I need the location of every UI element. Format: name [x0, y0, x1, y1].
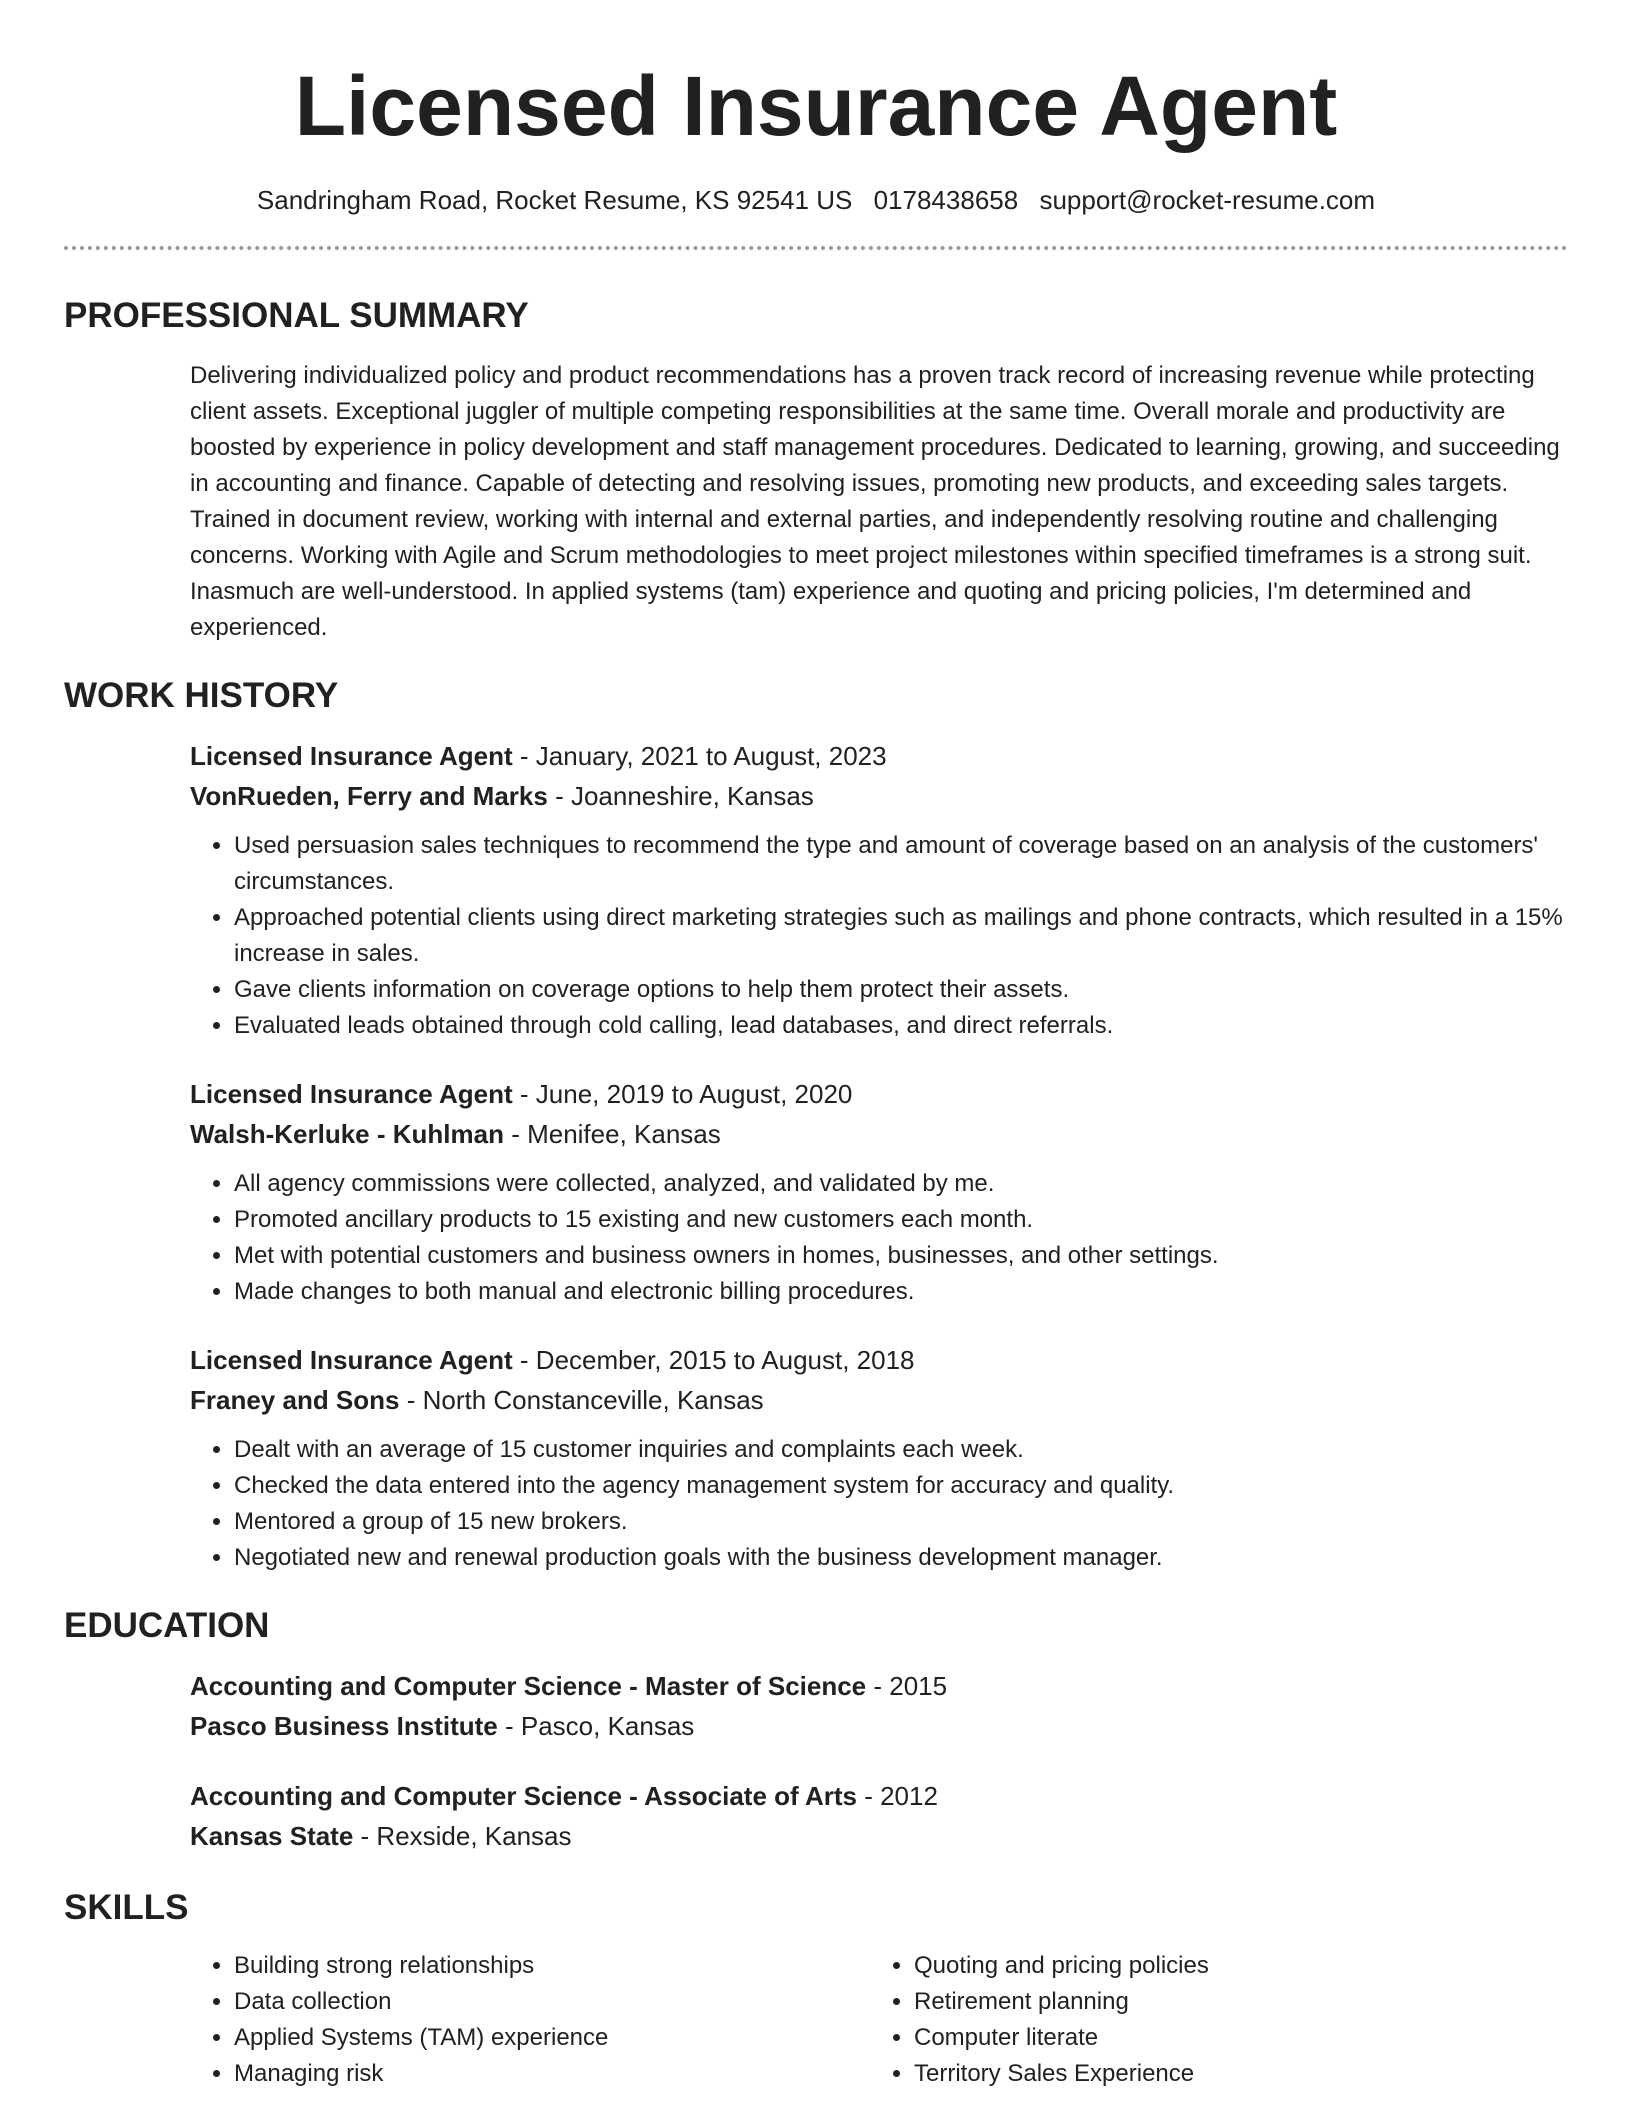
header-divider: [64, 246, 1568, 250]
job-company: Franey and Sons: [190, 1385, 400, 1415]
list-item: • All agency commissions were collected, analyzed, and validated by me.: [234, 1166, 1568, 1202]
list-item: • Applied Systems (TAM) experience: [234, 2020, 870, 2056]
skills-heading: SKILLS: [64, 1888, 189, 1927]
job-title-line: [190, 1074, 1568, 1114]
skills-column-right: [870, 1948, 1550, 2092]
education-heading: EDUCATION: [64, 1606, 270, 1645]
job-bullets: [190, 1432, 1568, 1576]
job-role: Licensed Insurance Agent: [190, 741, 513, 771]
job-title-line: [190, 1340, 1568, 1380]
list-item: • Negotiated new and renewal production goals with the business development manager.: [234, 1540, 1568, 1576]
summary-heading: PROFESSIONAL SUMMARY: [64, 296, 529, 335]
list-item: • Made changes to both manual and electronic billing procedures.: [234, 1274, 1568, 1310]
education-degree: Accounting and Computer Science - Master of Science: [190, 1671, 867, 1701]
job-dates: - June, 2019 to August, 2020: [512, 1079, 853, 1109]
contact-line: [64, 182, 1568, 218]
skills-list: [190, 1948, 870, 2092]
list-item: • Managing risk: [234, 2056, 870, 2092]
summary-text: Delivering individualized policy and product recommendations has a proven track record of increasing revenue while protecting client assets. Exceptional juggler of multiple competing responsibilities at the same time. Overall morale and productivity are boosted by experience in policy development and staff management procedures. Dedicated to learning, growing, and succeeding in accounting and finance. Capable of detecting and resolving issues, promoting new products, and exceeding sales targets. Trained in document review, working with internal and external parties, and independently resolving routine and challenging concerns. Working with Agile and Scrum methodologies to meet project milestones within specified timeframes is a strong suit. Inasmuch are well-understood. In applied systems (tam) experience and quoting and pricing policies, I'm determined and experienced.: [190, 362, 1560, 641]
education-school-line: [190, 1816, 1568, 1856]
list-item: • Used persuasion sales techniques to recommend the type and amount of coverage based on an analysis of the customers' circumstances.: [234, 828, 1568, 900]
list-item: • Gave clients information on coverage options to help them protect their assets.: [234, 972, 1568, 1008]
contact-email: support@rocket-resume.com: [1039, 185, 1376, 215]
job-entry: [190, 736, 1568, 1044]
resume-name: Licensed Insurance Agent: [294, 59, 1338, 153]
list-item: • Computer literate: [914, 2020, 1550, 2056]
list-item: • Retirement planning: [914, 1984, 1550, 2020]
job-title-line: [190, 736, 1568, 776]
list-item: • Data collection: [234, 1984, 870, 2020]
job-company: VonRueden, Ferry and Marks: [190, 781, 548, 811]
work-history-heading: WORK HISTORY: [64, 676, 339, 715]
summary-section: [190, 358, 1568, 646]
job-entry: [190, 1074, 1568, 1310]
education-degree: Accounting and Computer Science - Associate of Arts: [190, 1781, 857, 1811]
job-company-line: [190, 1380, 1568, 1420]
education-degree-line: [190, 1776, 1568, 1816]
job-entry: [190, 1340, 1568, 1576]
education-entry: [190, 1666, 1568, 1746]
list-item: • Checked the data entered into the agency management system for accuracy and quality.: [234, 1468, 1568, 1504]
education-school: Kansas State: [190, 1821, 354, 1851]
work-history-section: [190, 736, 1568, 1576]
skills-column-left: [190, 1948, 870, 2092]
list-item: • Mentored a group of 15 new brokers.: [234, 1504, 1568, 1540]
job-bullets: [190, 828, 1568, 1044]
list-item: • Building strong relationships: [234, 1948, 870, 1984]
contact-address: Sandringham Road, Rocket Resume, KS 92541 US: [256, 185, 853, 215]
job-location: - North Constanceville, Kansas: [399, 1385, 764, 1415]
list-item: • Territory Sales Experience: [914, 2056, 1550, 2092]
list-item: • Met with potential customers and business owners in homes, businesses, and other settings.: [234, 1238, 1568, 1274]
job-company-line: [190, 1114, 1568, 1154]
job-company-line: [190, 776, 1568, 816]
list-item: • Promoted ancillary products to 15 existing and new customers each month.: [234, 1202, 1568, 1238]
job-dates: - December, 2015 to August, 2018: [512, 1345, 915, 1375]
job-role: Licensed Insurance Agent: [190, 1345, 513, 1375]
education-section: [190, 1666, 1568, 1856]
job-role: Licensed Insurance Agent: [190, 1079, 513, 1109]
job-bullets: [190, 1166, 1568, 1310]
skills-list: [870, 1948, 1550, 2092]
list-item: • Evaluated leads obtained through cold calling, lead databases, and direct referrals.: [234, 1008, 1568, 1044]
education-school: Pasco Business Institute: [190, 1711, 498, 1741]
education-degree-line: [190, 1666, 1568, 1706]
list-item: • Quoting and pricing policies: [914, 1948, 1550, 1984]
job-dates: - January, 2021 to August, 2023: [512, 741, 887, 771]
list-item: • Dealt with an average of 15 customer inquiries and complaints each week.: [234, 1432, 1568, 1468]
job-location: - Joanneshire, Kansas: [547, 781, 814, 811]
education-school-line: [190, 1706, 1568, 1746]
education-location: - Rexside, Kansas: [353, 1821, 572, 1851]
education-entry: [190, 1776, 1568, 1856]
list-item: • Approached potential clients using direct marketing strategies such as mailings and phone contracts, which resulted in a 15% increase in sales.: [234, 900, 1568, 972]
contact-phone: 0178438658: [873, 185, 1019, 215]
skills-section: [190, 1948, 1568, 2092]
education-year: - 2015: [866, 1671, 948, 1701]
job-location: - Menifee, Kansas: [503, 1119, 721, 1149]
education-year: - 2012: [856, 1781, 938, 1811]
education-location: - Pasco, Kansas: [497, 1711, 695, 1741]
job-company: Walsh-Kerluke - Kuhlman: [190, 1119, 504, 1149]
